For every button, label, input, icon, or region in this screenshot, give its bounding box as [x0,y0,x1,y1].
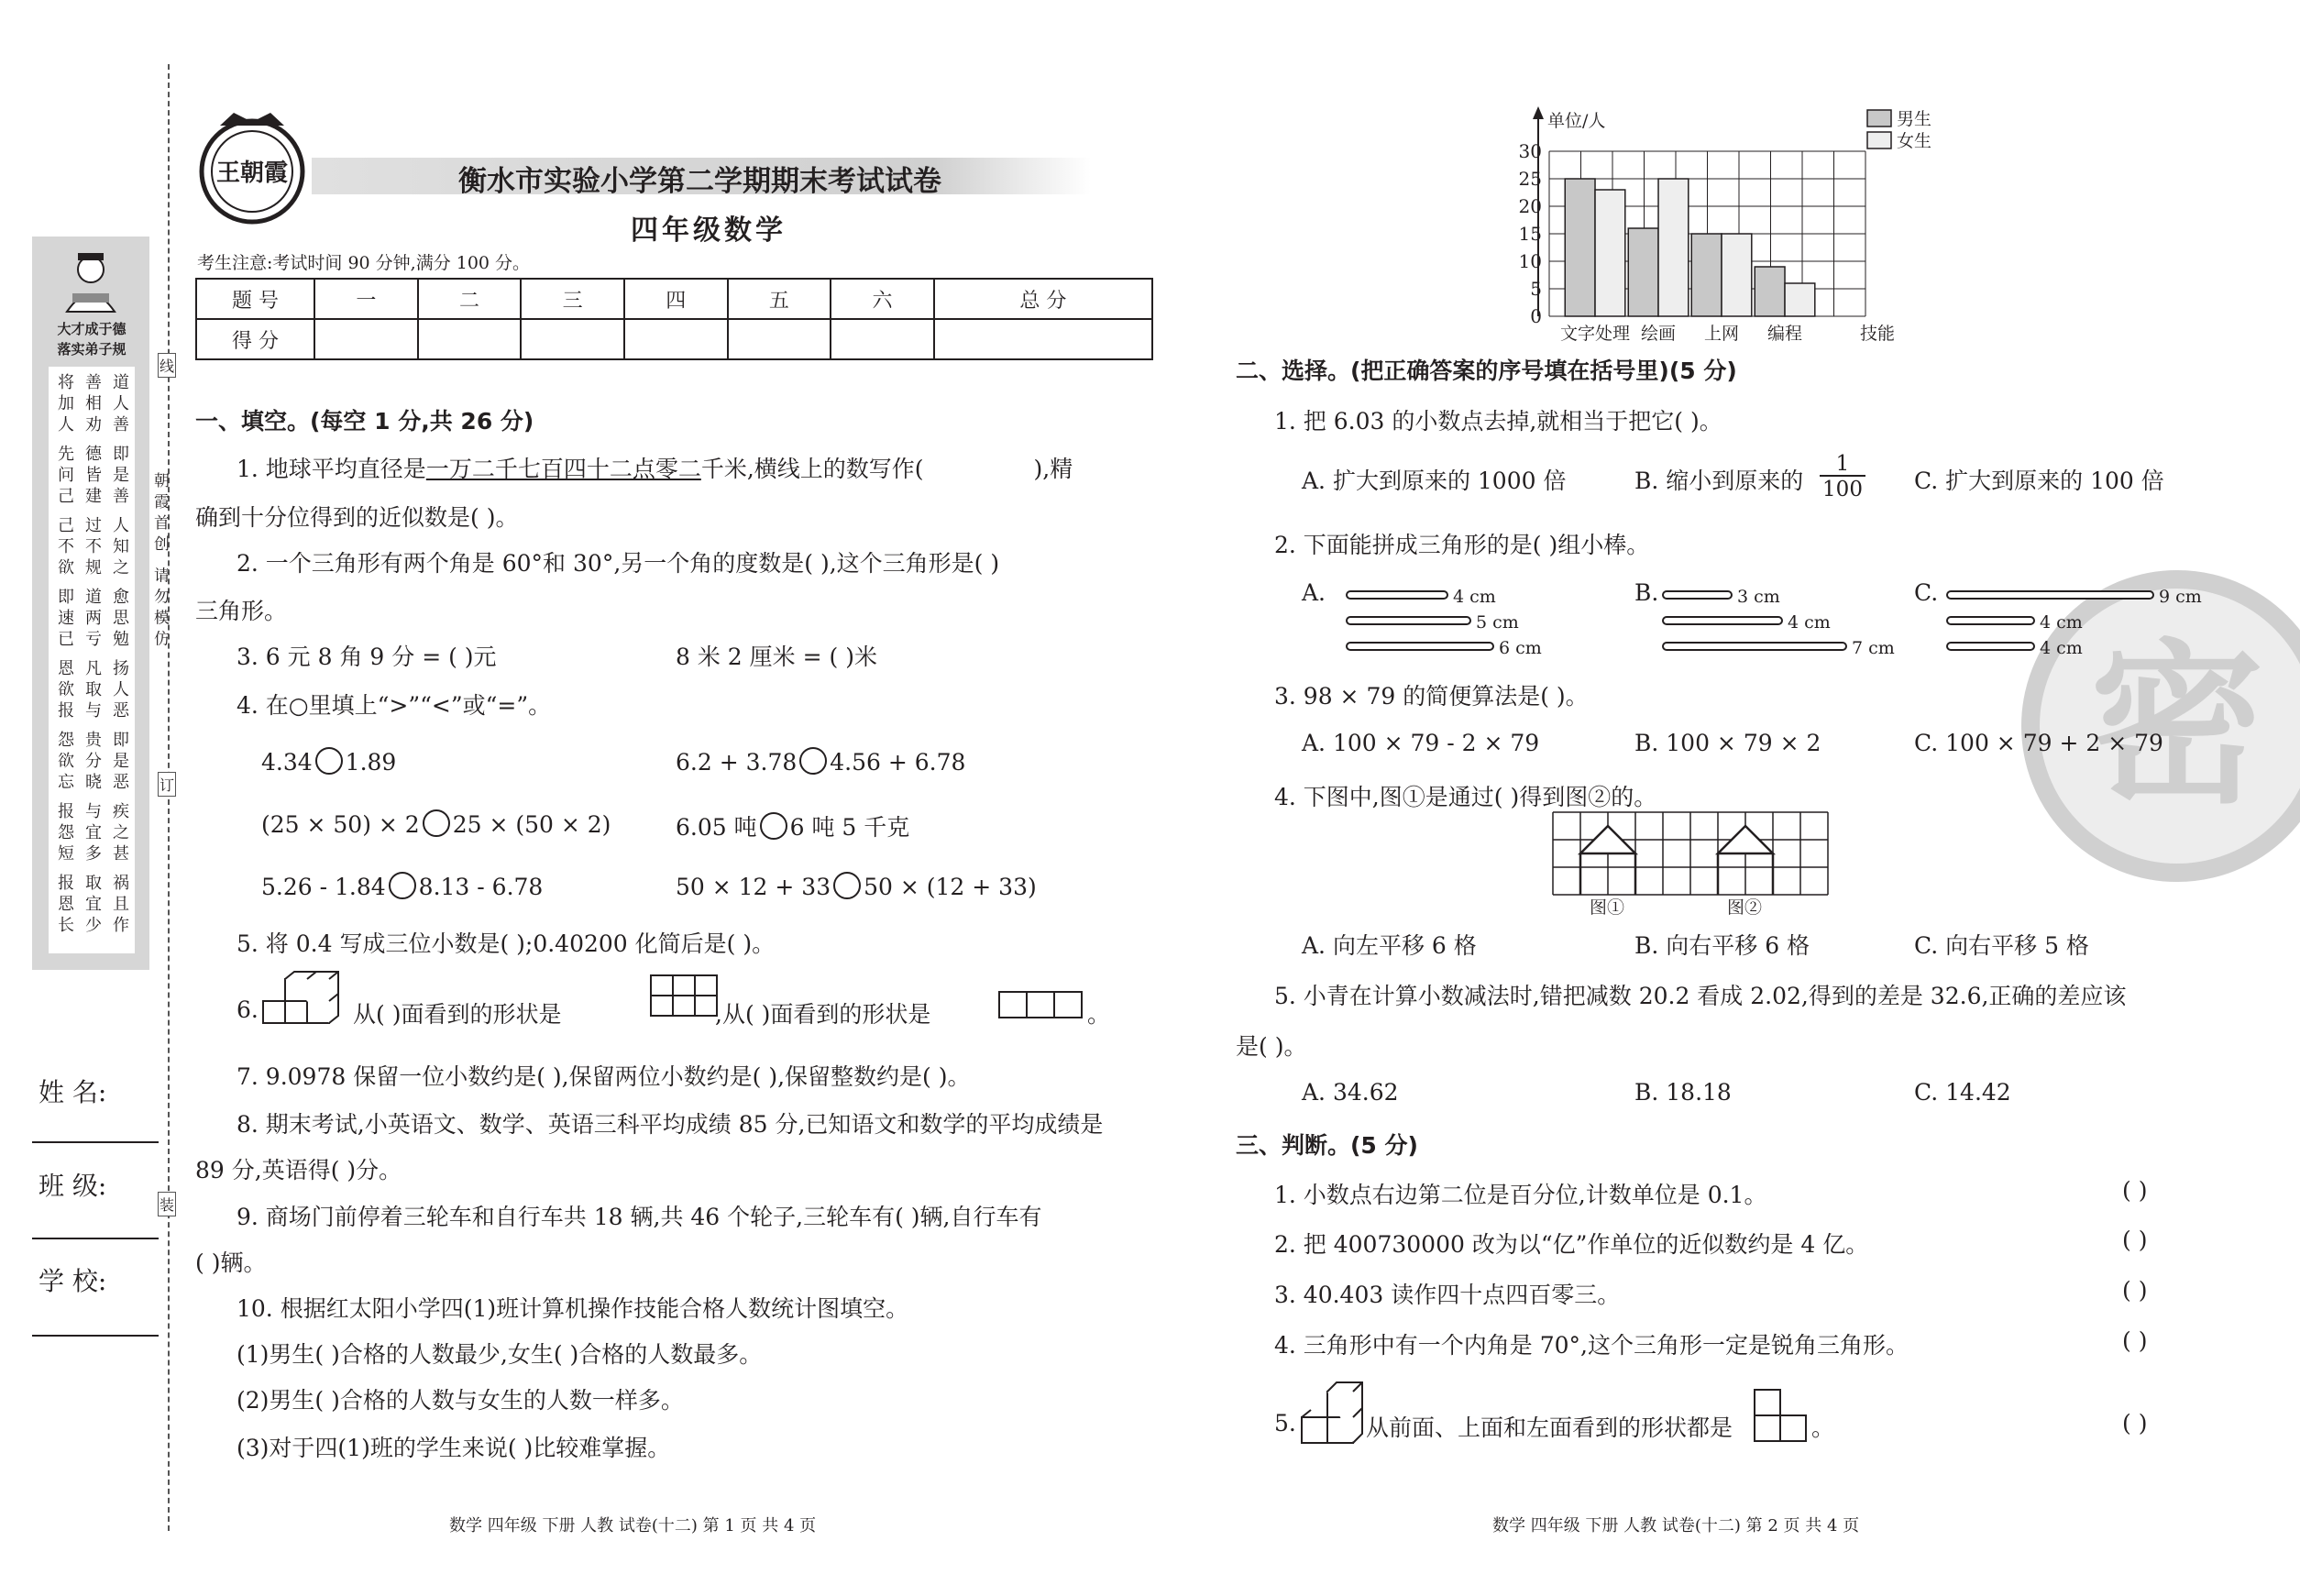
s2-q3-option-c: C. 100 × 79 + 2 × 79 [1914,730,2163,756]
logo [193,105,312,225]
sticks-group-b [1659,582,1895,658]
s1-q6-end: 。 [1087,1001,1111,1028]
table-header-cell: 四 [624,279,728,319]
q1-text-b: 千米,横线上的数写作( [700,456,924,482]
poem-column: 己 不 欲 [58,516,74,578]
l-shape-view [1753,1388,1811,1447]
s1-q3b: 8 米 2 厘米 = ( )米 [676,644,877,670]
x-tick-label: 编程 [1767,324,1803,344]
poem-column: 凡 取 与 [85,659,102,721]
cube-pile-figure [1300,1377,1366,1447]
compare-circle[interactable] [799,747,827,775]
fraction-denominator: 100 [1822,478,1863,501]
figure-label: 图① [1590,897,1625,918]
poem-column: 贵 分 晓 [85,731,102,792]
legend-label: 女生 [1897,131,1932,151]
answer-paren[interactable]: ( ) [2122,1227,2148,1253]
compare-item: (25 × 50) × 2 25 × (50 × 2) [261,811,611,838]
poem-column: 怨 欲 忘 [58,731,74,792]
chart-bar [1691,234,1722,316]
score-table-score-row [196,319,1152,359]
legend-swatch [1867,132,1891,149]
footer-left: 数学 四年级 下册 人教 试卷(十二) 第 1 页 共 4 页 [449,1516,817,1535]
poem-column: 与 宜 多 [85,802,102,864]
y-axis-label: 单位/人 [1547,111,1606,131]
school-label: 学 校: [39,1266,107,1296]
y-tick-label: 15 [1518,223,1542,245]
skills-bar-chart [1494,101,1932,348]
score-cell[interactable] [934,319,1152,359]
poem-column: 报 怨 短 [58,802,74,864]
table-header-cell: 三 [521,279,624,319]
poem-column: 疾 之 甚 [113,802,129,864]
poem-column: 即 速 已 [58,588,74,649]
s2-q5-option-b: B. 18.18 [1634,1079,1732,1106]
stick-length-label: 4 cm [1453,587,1496,607]
s2-q2: 2. 下面能拼成三角形的是( )组小棒。 [1274,532,1650,558]
poem-column: 即 是 恶 [113,731,129,792]
poem-column: 报 恩 长 [58,874,74,935]
s1-q9-line2: ( )辆。 [195,1249,267,1276]
table-header-cell: 一 [314,279,418,319]
poem-column: 取 宜 少 [85,874,102,935]
motto-top: 大才成于德 [57,321,127,337]
score-cell[interactable] [624,319,728,359]
poem-column: 愈 思 勉 [113,588,129,649]
s1-q10-1: (1)男生( )合格的人数最少,女生( )合格的人数最多。 [237,1341,763,1368]
table-row-label: 得 分 [196,319,314,359]
q1-text-c: ),精 [1033,456,1073,482]
scholar-icon [60,249,122,314]
copyright-note: 朝霞首创 请勿模仿 [150,472,169,652]
svg-text:密: 密 [2089,624,2265,827]
s2-q1-option-c: C. 扩大到原来的 100 倍 [1914,468,2164,494]
stick-length-label: 3 cm [1737,587,1780,607]
s3-item-5-text: 从前面、上面和左面看到的形状都是 [1366,1414,1733,1441]
q1-text-a: 1. 地球平均直径是 [237,456,426,482]
s1-q7: 7. 9.0978 保留一位小数约是( ),保留两位小数约是( ),保留整数约是( )。 [237,1063,971,1090]
stick [1947,591,2153,599]
compare-circle[interactable] [423,809,450,837]
chart-bar [1565,179,1595,316]
table-header-cell: 六 [831,279,934,319]
s1-q10: 10. 根据红太阳小学四(1)班计算机操作技能合格人数统计图填空。 [237,1295,909,1322]
s3-item-4: 4. 三角形中有一个内角是 70°,这个三角形一定是锐角三角形。 [1274,1332,1909,1359]
s1-q5: 5. 将 0.4 写成三位小数是( );0.40200 化简后是( )。 [237,930,776,957]
section-2-title: 二、选择。(把正确答案的序号填在括号里)(5 分) [1236,358,1737,384]
compare-circle[interactable] [833,872,861,899]
cube-stack-figure [261,970,353,1025]
score-cell[interactable] [521,319,624,359]
chart-bar [1658,179,1689,316]
table-header-cell: 题 号 [196,279,314,319]
stick-length-label: 9 cm [2159,587,2202,607]
stick [1947,617,2034,624]
s2-q1-option-b [1634,463,1803,496]
sticks-group-a [1343,582,1563,658]
score-table [195,278,1153,360]
s2-q4-option-c: C. 向右平移 5 格 [1914,932,2089,959]
page-subtitle: 四年级数学 [631,215,787,247]
y-tick-label: 20 [1518,195,1542,217]
s3-item-2: 2. 把 400730000 改为以“亿”作单位的近似数约是 4 亿。 [1274,1231,1869,1258]
s1-q3a: 3. 6 元 8 角 9 分 = ( )元 [237,644,497,670]
score-cell[interactable] [728,319,831,359]
s1-q2: 2. 一个三角形有两个角是 60°和 30°,另一个角的度数是( ),这个三角形是( ) [237,550,1000,577]
table-header-cell: 二 [418,279,522,319]
s1-q4: 4. 在○里填上“>”“<”或“=”。 [237,692,552,719]
option-b-text: B. 缩小到原来的 [1634,468,1804,494]
s2-q3-option-b: B. 100 × 79 × 2 [1634,730,1821,756]
s1-q9: 9. 商场门前停着三轮车和自行车共 18 辆,共 46 个轮子,三轮车有( )辆,自行车有 [237,1204,1042,1230]
chart-bar [1595,190,1625,316]
stick-length-label: 6 cm [1499,638,1542,658]
svg-text:王朝霞: 王朝霞 [215,160,289,187]
compare-item: 50 × 12 + 33 50 × (12 + 33) [676,874,1037,900]
fraction-numerator: 1 [1820,453,1865,477]
poem-column: 恩 欲 报 [58,659,74,721]
poem-column: 先 问 己 [58,445,74,506]
s1-q6-text-c: ,从( )面看到的形状是 [715,1001,931,1028]
stick [1663,617,1782,624]
footer-right: 数学 四年级 下册 人教 试卷(十二) 第 2 页 共 4 页 [1492,1516,1860,1535]
seal-mark-1: 线 [158,353,176,378]
section-1-title: 一、填空。(每空 1 分,共 26 分) [195,408,534,435]
stick [1347,643,1493,650]
s1-q8-line2: 89 分,英语得( )分。 [195,1157,402,1183]
answer-paren[interactable]: ( ) [2122,1277,2148,1304]
stick [1947,643,2034,650]
table-header-cell: 总 分 [934,279,1152,319]
s2-q5: 5. 小青在计算小数减法时,错把减数 20.2 看成 2.02,得到的差是 32.6,正确的差应该 [1274,983,2127,1009]
poem-column: 扬 人 恶 [113,659,129,721]
stick-length-label: 4 cm [2040,638,2083,658]
s3-item-5-end: 。 [1811,1414,1835,1441]
compare-item: 4.34 1.89 [261,749,397,776]
y-tick-label: 5 [1530,278,1542,300]
x-tick-label: 绘画 [1641,324,1677,344]
poem-column: 德 皆 建 [85,445,102,506]
binding-line [168,64,170,1531]
poem-column: 祸 且 作 [113,874,129,935]
stick [1663,643,1846,650]
school-field[interactable] [32,1335,159,1337]
view-shape-1 [649,974,722,1019]
stick-length-label: 4 cm [2040,612,2083,633]
s3-item-3: 3. 40.403 读作四十点四百零三。 [1274,1282,1621,1308]
s3-item-1: 1. 小数点右边第二位是百分位,计数单位是 0.1。 [1274,1182,1767,1208]
compare-circle[interactable] [760,812,787,840]
s2-q2-option-b: B. [1634,579,1659,606]
table-header-cell: 五 [728,279,831,319]
poem-column: 人 知 之 [113,516,129,578]
stick-length-label: 5 cm [1476,612,1519,633]
legend-label: 男生 [1897,109,1932,129]
poem-column: 即 是 善 [113,445,129,506]
chart-bar [1722,234,1752,316]
s1-q10-3: (3)对于四(1)班的学生来说( )比较难掌握。 [237,1435,671,1461]
page-title: 衡水市实验小学第二学期期末考试试卷 [458,165,941,198]
y-tick-label: 30 [1518,140,1542,162]
section-3-title: 三、判断。(5 分) [1236,1132,1418,1159]
y-tick-label: 0 [1530,305,1542,327]
score-cell[interactable] [314,319,418,359]
poem-column: 道 两 亏 [85,588,102,649]
s2-q5-line2: 是( )。 [1236,1033,1307,1060]
compare-circle[interactable] [389,872,416,899]
fraction [1820,453,1865,502]
score-table-header-row [196,279,1152,319]
s2-q3-option-a: A. 100 × 79 - 2 × 79 [1302,730,1540,756]
answer-paren[interactable]: ( ) [2122,1410,2148,1436]
class-label: 班 级: [39,1171,107,1201]
s2-q1-option-a: A. 扩大到原来的 1000 倍 [1302,468,1567,494]
answer-paren[interactable]: ( ) [2122,1327,2148,1354]
legend-swatch [1867,110,1891,127]
s2-q1: 1. 把 6.03 的小数点去掉,就相当于把它( )。 [1274,408,1722,435]
stick [1347,591,1447,599]
score-cell[interactable] [831,319,934,359]
x-tick-label: 文字处理 [1560,324,1631,344]
view-shape-2 [997,990,1085,1021]
s1-q1-line2: 确到十分位得到的近似数是( )。 [195,504,519,531]
name-field[interactable] [32,1141,159,1143]
y-tick-label: 10 [1518,250,1542,272]
poem-column: 过 不 规 [85,516,102,578]
stick-length-label: 7 cm [1852,638,1895,658]
stick [1663,591,1732,599]
y-axis-arrow [1533,106,1544,119]
s1-q6-num: 6. [237,996,259,1023]
compare-item: 6.05 吨 6 吨 5 千克 [676,814,910,841]
y-tick-label: 25 [1518,168,1542,190]
x-tick-label: 上网 [1704,324,1740,344]
s3-item-5-num: 5. [1274,1410,1296,1436]
poem-column: 道 人 善 [113,373,129,435]
stick [1347,617,1470,624]
s2-q4: 4. 下图中,图①是通过( )得到图②的。 [1274,784,1657,810]
motto-bottom: 落实弟子规 [57,341,127,358]
x-axis-label: 技能 [1859,324,1896,344]
poem-column: 将 加 人 [58,373,74,435]
answer-paren[interactable]: ( ) [2122,1177,2148,1204]
name-label: 姓 名: [39,1077,107,1107]
sticks-group-c [1943,582,2202,658]
stick-length-label: 4 cm [1788,612,1831,633]
poem-column: 善 相 劝 [85,373,102,435]
s2-q3: 3. 98 × 79 的简便算法是( )。 [1274,683,1589,710]
compare-circle[interactable] [315,747,343,775]
compare-item: 6.2 + 3.78 4.56 + 6.78 [676,749,966,776]
s2-q2-option-a: A. [1302,579,1326,606]
q1-underlined: 一万二千七百四十二点零二 [425,456,701,482]
score-cell[interactable] [418,319,522,359]
s1-q6-text-b: 从( )面看到的形状是 [353,1001,562,1028]
figure-label: 图② [1727,897,1763,918]
s2-q2-option-c: C. [1914,579,1939,606]
s1-q8: 8. 期末考试,小英语文、数学、英语三科平均成绩 85 分,已知语文和数学的平均成绩是 [237,1111,1104,1138]
class-field[interactable] [32,1238,159,1239]
sidebar-panel [32,237,149,970]
seal-mark-3: 装 [158,1192,176,1216]
s2-q4-option-a: A. 向左平移 6 格 [1302,932,1477,959]
s1-q10-2: (2)男生( )合格的人数与女生的人数一样多。 [237,1387,684,1414]
s1-q1-line1 [237,451,1073,484]
seal-mark-2: 订 [158,772,176,797]
chart-bar [1628,228,1658,316]
exam-notice: 考生注意:考试时间 90 分钟,满分 100 分。 [197,253,531,273]
s2-q5-option-a: A. 34.62 [1302,1079,1399,1106]
translation-grid-figure [1549,810,1844,917]
chart-bar [1755,267,1785,316]
compare-item: 5.26 - 1.84 8.13 - 6.78 [261,874,544,900]
s2-q5-option-c: C. 14.42 [1914,1079,2011,1106]
chart-bar [1785,283,1815,316]
s2-q4-option-b: B. 向右平移 6 格 [1634,932,1810,959]
s1-q2-line2: 三角形。 [195,598,288,624]
